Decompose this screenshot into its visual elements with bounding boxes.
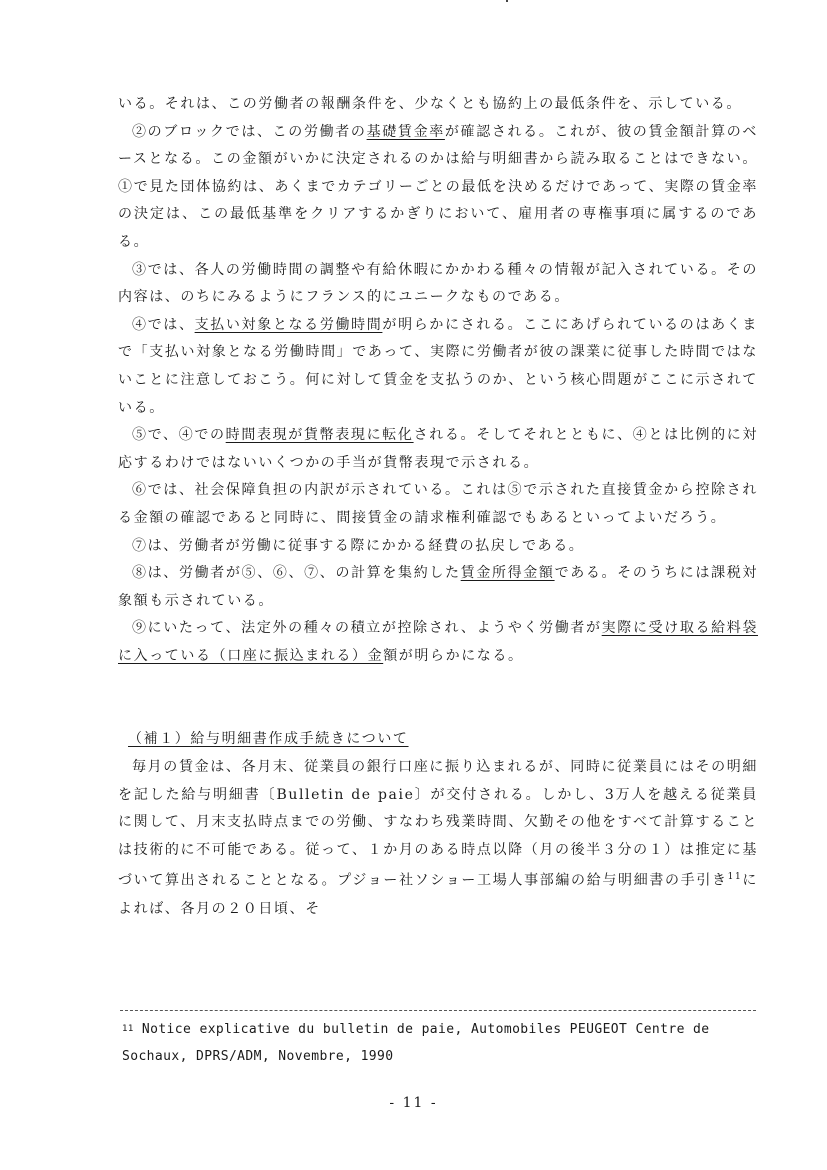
footnote-reference[interactable]: 11 xyxy=(727,872,743,883)
paragraph-text: ②のブロックでは、この労働者の xyxy=(132,123,367,140)
paragraph-text: 額が明らかになる。 xyxy=(383,647,524,664)
underlined-term: 基礎賃金率 xyxy=(366,123,445,140)
paragraph-text: によれば、各月の２０日頃、そ xyxy=(118,873,758,917)
underlined-term: 賃金所得金額 xyxy=(460,565,555,582)
paragraph-text: いる。それは、この労働者の報酬条件を、少なくとも協約上の最低条件を、示している。 xyxy=(118,96,742,112)
paragraph-text: ⑤で、④での xyxy=(132,427,226,444)
underlined-term: 実際に受け取る給料袋に入っている（口座に振込まれる）金 xyxy=(118,620,759,664)
section-title xyxy=(118,726,758,754)
paragraph-text: が確認される。これが、彼の賃金額計算のベースとなる。この金額がいかに決定されるのかは給与明細書から読み取ることはできない。①で見た団体協約は、あくまでカテゴリーごとの最低を決めるだけであって、実際の賃金率の決定は、この最低基準をクリアするかぎりにおいて、雇用者の専権事項に属するのである。 xyxy=(118,123,758,250)
underlined-term: 支払い対象となる労働時間 xyxy=(194,316,383,333)
paragraph xyxy=(118,533,758,561)
paragraph xyxy=(118,615,758,670)
footnote-line xyxy=(122,1016,762,1043)
footnote-line xyxy=(122,1043,762,1070)
paragraph xyxy=(118,312,758,422)
scan-mark xyxy=(506,0,508,2)
footnote xyxy=(122,1016,762,1070)
paragraph-text: ⑨にいたって、法定外の種々の積立が控除され、ようやく労働者が xyxy=(132,620,602,637)
footnote-divider xyxy=(120,1010,756,1011)
paragraph xyxy=(118,257,758,312)
paragraph-text: が明らかにされる。ここにあげられているのはあくまで「支払い対象となる労働時間」であって、実際に労働者が彼の課業に従事した時間ではないことに注意しておこう。何に対して賃金を支払うのか、という核心問題がここに示されている。 xyxy=(118,316,758,416)
paragraph xyxy=(118,560,758,615)
paragraph-text: ⑥では、社会保障負担の内訳が示されている。これは⑤で示された直接賃金から控除される金額の確認であると同時に、間接賃金の請求権利確認でもあるといってよいだろう。 xyxy=(118,482,758,526)
body-text xyxy=(118,91,758,923)
paragraph-text: される。そしてそれとともに、④とは比例的に対応するわけではないいくつかの手当が貨幣表現で示される。 xyxy=(118,427,758,471)
paragraph xyxy=(118,91,758,119)
paragraph-text: である。そのうちには課税対象額も示されている。 xyxy=(118,565,758,609)
paragraph xyxy=(118,119,758,257)
paragraph xyxy=(118,422,758,477)
paragraph-text: ⑧は、労働者が⑤、⑥、⑦、の計算を集約した xyxy=(132,565,461,582)
footnote-text: Sochaux, DPRS/ADM, Novembre, 1990 xyxy=(122,1049,394,1064)
paragraph-text: ④では、 xyxy=(132,316,195,333)
paragraph-text: 毎月の賃金は、各月末、従業員の銀行口座に振り込まれるが、同時に従業員にはその明細を記した給与明細書〔Bulletin de paie〕が交付される。しかし、3万人を越える従業員に関して、月末支払時点までの労働、すなわち残業時間、欠勤その他をすべて計算することは技術的に不可能である。従って、１か月のある時点以降（月の後半３分の１）は推定に基づいて算出されることとなる。プジョー社ソショー工場人事部編の給与明細書の手引き xyxy=(118,759,758,890)
paragraph-text: ⑦は、労働者が労働に従事する際にかかる経費の払戻しである。 xyxy=(132,537,585,554)
page-number: - 11 - xyxy=(389,1095,438,1111)
paragraph xyxy=(118,754,758,923)
underlined-term: 時間表現が貨幣表現に転化 xyxy=(225,427,414,444)
footnote-marker: 11 xyxy=(122,1024,134,1034)
section-title-text: （補１）給与明細書作成手続きについて xyxy=(128,731,409,748)
footnote-text: Notice explicative du bulletin de paie, Automobiles PEUGEOT Centre de xyxy=(141,1022,710,1037)
paragraph-text: ③では、各人の労働時間の調整や有給休暇にかかわる種々の情報が記入されている。その内容は、のちにみるようにフランス的にユニークなものである。 xyxy=(118,261,758,306)
paragraph xyxy=(118,477,758,532)
